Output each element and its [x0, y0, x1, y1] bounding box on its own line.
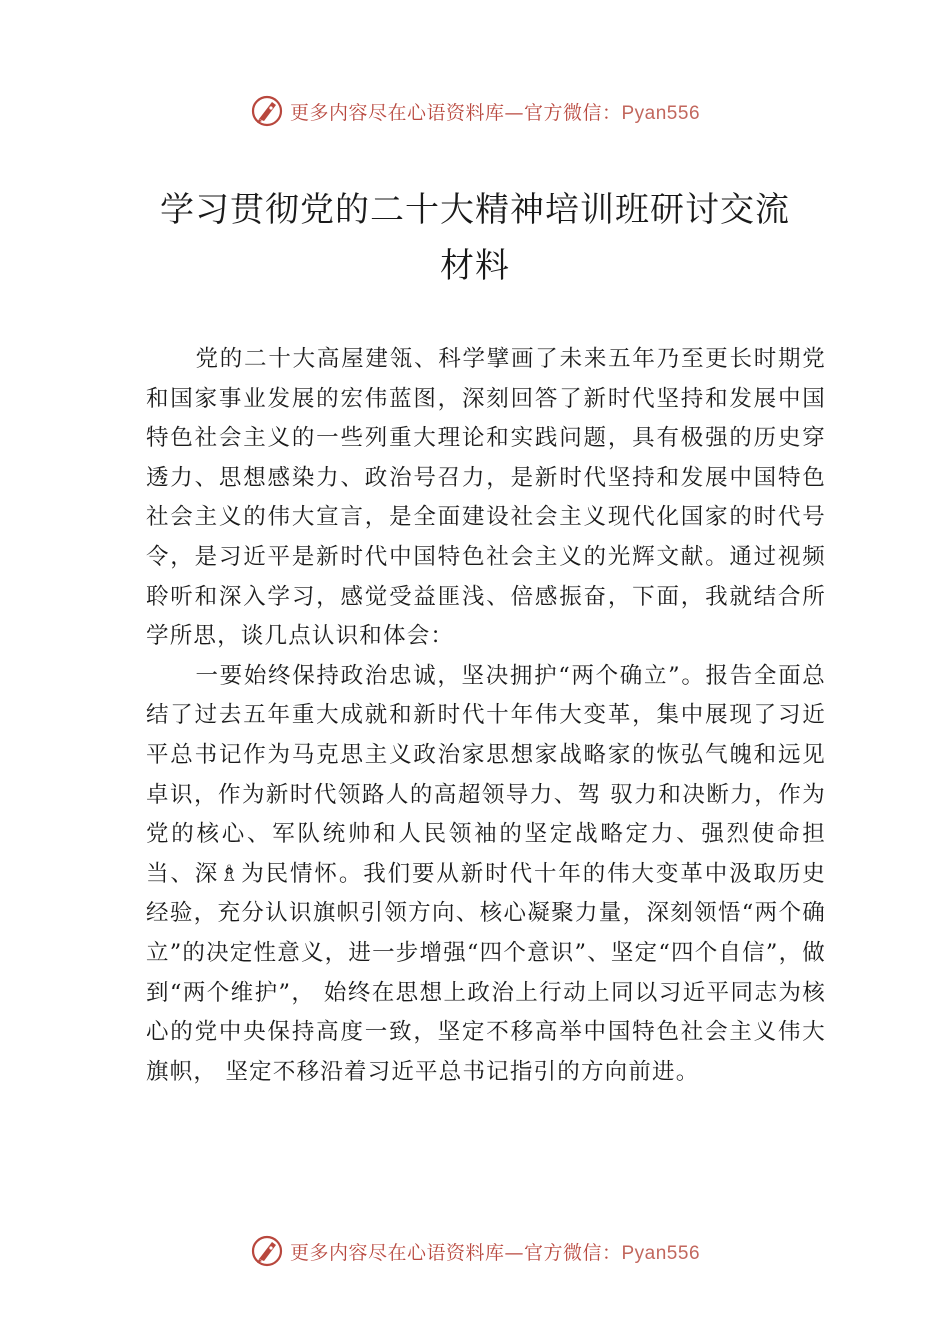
- watermark-text: 更多内容尽在心语资料库—官方微信：Pyan556: [289, 101, 701, 124]
- title-line-2: 材料: [440, 246, 510, 286]
- watermark-text: 更多内容尽在心语资料库—官方微信：Pyan556: [289, 1241, 701, 1264]
- pen-nib-circle-icon: [250, 1234, 284, 1268]
- paragraph-intro: 党的二十大高屋建瓴、科学擘画了未来五年乃至更长时期党和国家事业发展的宏伟蓝图，深刻回答了新时代坚持和发展中国特色社会主义的一些列重大理论和实践问题，具有极强的历史穿透力、思想感染力、政治号召力，是新时代坚持和发展中国特色社会主义的伟大宣言，是全面建设社会主义现代化国家的时代号令，是习近平是新时代中国特色社会主义的光辉文献。通过视频聆听和深入学习，感觉受益匪浅、倍感振奋，下面，我就结合所学所思，谈几点认识和体会：: [146, 346, 826, 650]
- header-watermark: [0, 94, 950, 128]
- footer-watermark: [0, 1234, 950, 1268]
- watermark-handle: Pyan556: [621, 1242, 701, 1264]
- watermark-handle: Pyan556: [621, 102, 701, 124]
- title-line-1: 学习贯彻党的二十大精神培训班研讨交流: [160, 190, 790, 230]
- document-body: [146, 340, 826, 1092]
- document-title: [110, 182, 840, 294]
- paragraph-point-one: 一要始终保持政治忠诚，坚决拥护“两个确立”。报告全面总结了过去五年重大成就和新时代十年伟大变革，集中展现了习近平总书记作为马克思主义政治家思想家战略家的恢弘气魄和远见卓识，作为新时代领路人的高超领导力、驾 驭力和决断力，作为党的核心、军队统帅和人民领袖的坚定战略定力、强烈使命担当、深♗为民情怀。我们要从新时代十年的伟大变革中汲取历史经验，充分认识旗帜引领方向、核心凝聚力量，深刻领悟“两个确立”的决定性意义，进一步增强“四个意识”、坚定“四个自信”，做到“两个维护”， 始终在思想上政治上行动上同以习近平同志为核心的党中央保持高度一致，坚定不移高举中国特色社会主义伟大旗帜， 坚定不移沿着习近平总书记指引的方向前进。: [146, 662, 826, 1085]
- pen-nib-circle-icon: [250, 94, 284, 128]
